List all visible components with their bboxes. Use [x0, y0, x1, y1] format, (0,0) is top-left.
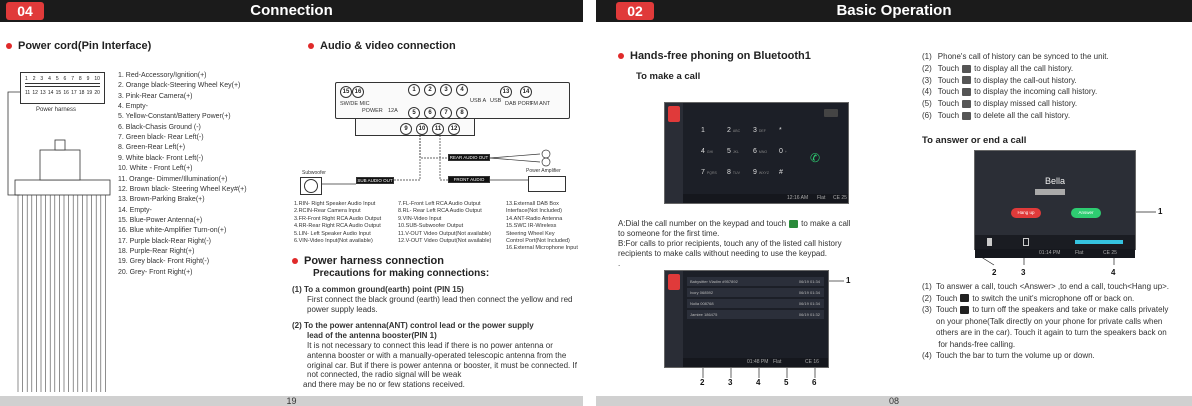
- call-date: 06/19 01:34: [798, 279, 820, 284]
- keypad-digit: 0: [779, 148, 783, 155]
- front-out-line: [440, 135, 448, 180]
- keypad-digit: 9: [753, 169, 757, 176]
- keypad-digit: 7: [701, 169, 705, 176]
- status-volume: CE 16: [805, 359, 819, 365]
- mic-label: SW/DE MIC: [340, 101, 370, 107]
- connector-number-bubble: 11: [432, 123, 444, 135]
- rear-audio-out-tag: REAR AUDIO OUT: [449, 155, 489, 160]
- power-pin-item: 18. Purple-Rear Right(+): [118, 247, 195, 255]
- bt-heading: Hands-free phoning on Bluetooth1: [618, 50, 811, 62]
- keypad-digit: 5: [727, 148, 731, 155]
- step-text: on your phone(Talk directly on your phone for private calls when: [936, 316, 1163, 326]
- answer-step: [922, 340, 1015, 350]
- history-item: [922, 76, 1077, 86]
- callout-number: 4: [756, 378, 761, 387]
- step-number: (4): [922, 351, 932, 360]
- instruction-a: A:Dial the call number on the keypad and touch to make a call: [618, 219, 851, 228]
- item-text: to display the call-out history.: [974, 75, 1077, 85]
- status-time: 01:14 PM: [1039, 250, 1061, 256]
- pin-number: 2: [32, 76, 36, 82]
- connector-number-bubble: 8: [456, 107, 468, 119]
- call-entry: Jamiee 186475: [690, 312, 718, 317]
- callout-1: 1: [846, 276, 851, 285]
- pin-number: 19: [86, 90, 93, 96]
- status-eq: Flat: [773, 359, 782, 365]
- keypad-letters: PQRS: [706, 171, 717, 175]
- callout-number: 3: [728, 378, 733, 387]
- history-filter-icon: [962, 112, 971, 120]
- stray-dot: .: [618, 259, 621, 268]
- front-audio-out-tag: FRONT AUDIO OUT: [448, 176, 490, 183]
- page-badge: 02: [616, 2, 654, 20]
- power-pin-item: 9. White black- Front Left(-): [118, 154, 204, 162]
- av-legend-item: 15.SWC IR-Wireless: [506, 223, 557, 230]
- call-date: 06/19 01:34: [798, 290, 820, 295]
- power-pin-item: 1. Red-Accessory/Ignition(+): [118, 72, 207, 79]
- pin-number: 10: [94, 76, 100, 82]
- power-pin-item: 8. Green-Rear Left(+): [118, 144, 186, 152]
- incoming-call-screen: [974, 150, 1136, 256]
- pin-number: 15: [55, 90, 62, 96]
- microphone-icon[interactable]: [987, 238, 992, 246]
- av-legend-item: 8.RL- Rear Left RCA Audio Output: [398, 208, 482, 215]
- left-page: [0, 0, 583, 406]
- item-number: (5): [922, 99, 932, 109]
- av-legend-item: 13.Externall DAB Box: [506, 201, 559, 207]
- step-text: To answer a call, touch <Answer> ,to end a call, touch<Hang up>.: [936, 282, 1170, 291]
- precaution-1-title: (1) To a common ground(earth) point (PIN 15): [292, 285, 464, 294]
- power-pin-item: 3. Pink-Rear Camera(+): [118, 92, 193, 100]
- pin-number: 8: [78, 76, 82, 82]
- av-legend-item: 1.RIN- Right Speaker Audio Input: [294, 201, 376, 207]
- power-pin-item: 14. Empty-: [118, 206, 152, 214]
- answer-step: [922, 282, 1169, 292]
- callout-number: 5: [784, 378, 789, 387]
- power-pin-item: 17. Purple black-Rear Right(-): [118, 237, 211, 245]
- call-entry: Babysitter Vladim #957892: [690, 279, 738, 284]
- right-page: [596, 0, 1192, 406]
- power-pin-item: 20. Grey- Front Right(+): [118, 268, 193, 276]
- callout-1: 1: [1158, 207, 1163, 216]
- pin-number: 5: [55, 76, 59, 82]
- power-pin-item: 7. Green black- Rear Left(-): [118, 134, 204, 142]
- power-pin-item: 15. Blue-Power Antenna(+): [118, 216, 203, 224]
- dial-call-icon[interactable]: ✆: [809, 151, 820, 165]
- caller-name: Bella: [1044, 176, 1065, 186]
- precautions-heading: Precautions for making connections:: [313, 268, 490, 279]
- instruction-a-cont: to someone for the first time.: [618, 229, 720, 238]
- keypad-digit: #: [779, 169, 783, 176]
- item-touch: Touch: [937, 111, 960, 120]
- av-legend-item: 5.LIN- Left Speaker Audio Input: [294, 230, 371, 237]
- history-item: [922, 99, 1077, 109]
- pin-number: 17: [71, 90, 77, 96]
- power-pin-item: 5. Yellow-Constant/Battery Power(+): [118, 113, 231, 121]
- connector-number-bubble: 1: [408, 84, 420, 96]
- step-text: for hands-free calling.: [936, 339, 1016, 349]
- keypad-letters: WXYZ: [758, 171, 770, 175]
- connector-number-bubble: 5: [408, 107, 420, 119]
- subwoofer-label: Subwoofer: [302, 170, 326, 176]
- item-text: to display the incoming call history.: [974, 87, 1098, 97]
- rca-plug-icon: [542, 158, 550, 166]
- sub-audio-out-tag: SUB AUDIO OUT: [357, 178, 393, 183]
- step-text: to turn off the speakers and take or make calls privately: [972, 305, 1169, 314]
- history-filter-icon: [962, 100, 971, 108]
- keypad-digit: *: [779, 127, 782, 134]
- hang-up-button[interactable]: Hang up: [1011, 208, 1041, 218]
- make-call-heading: To make a call: [636, 71, 701, 82]
- status-eq: Flat: [817, 195, 826, 201]
- keypad-letters: DEF: [758, 129, 766, 133]
- av-legend-item: Steering Wheel Key: [506, 230, 555, 237]
- av-legend-item: 16.External Microphone Input: [506, 245, 578, 252]
- keypad-letters: TUV: [732, 171, 740, 175]
- status-time: 12:16 AM: [787, 195, 809, 201]
- rear-rca-wire: [490, 154, 540, 158]
- call-entry: Ivory 068592: [690, 290, 714, 295]
- callout-4: 4: [1111, 268, 1116, 277]
- power-pin-item: 11. Orange- Dimmer/Illumination(+): [118, 175, 228, 183]
- precaution-2-body: It is not necessary to connect this lead if there is no power antenna or antenna booster or with a manually-operated telescopic antenna from the original car. But if there is power antenna or booster, it must be connected. If not connected, the radio signal will be weak: [307, 341, 577, 380]
- pin-number: 11: [25, 90, 31, 96]
- power-pin-item: 6. Black-Chasis Ground (-): [118, 123, 201, 131]
- connector-number-bubble: 2: [424, 84, 436, 96]
- keypad-letters: JKL: [732, 150, 739, 154]
- connector-number-bubble: 15: [340, 86, 352, 98]
- power-pin-item: 13. Brown-Parking Brake(+): [118, 196, 205, 204]
- pin-number: 13: [40, 90, 46, 96]
- answer-step: [922, 294, 1134, 304]
- av-legend-item: 9.VIN-Video Input: [398, 215, 442, 222]
- private-phone-icon[interactable]: [1023, 238, 1029, 246]
- fm-ant-label: FM ANT: [530, 101, 551, 107]
- step-number: (3): [922, 305, 932, 314]
- usb-label: USB: [490, 98, 502, 104]
- keypad-digit: 4: [701, 148, 705, 155]
- power-label: POWER: [362, 108, 383, 114]
- av-heading: Audio & video connection: [308, 40, 456, 52]
- keypad-letters: ABC: [732, 129, 741, 133]
- av-legend-item: 11.V-OUT Video Output(Not available): [398, 230, 491, 237]
- history-item: [922, 87, 1097, 97]
- connector-number-bubble: 3: [440, 84, 452, 96]
- pin-number: 7: [71, 76, 74, 82]
- control-icon: [960, 294, 969, 302]
- status-volume: CE 25: [1103, 250, 1117, 256]
- status-eq: Flat: [1075, 250, 1084, 256]
- item-touch: Touch: [937, 75, 960, 85]
- connector-number-bubble: 7: [440, 107, 452, 119]
- step-text: Touch the bar to turn the volume up or down.: [936, 351, 1095, 360]
- av-legend-item: 6.VIN-Video Input(Not available): [294, 238, 373, 244]
- history-filter-icon: [962, 65, 971, 73]
- av-legend-item: 10.SUB-Subwoofer Output: [398, 223, 464, 230]
- item-touch: Touch: [937, 87, 960, 97]
- 12a-label: 12A: [388, 108, 398, 114]
- item-number: (1): [922, 52, 932, 61]
- av-legend-item: 2.RCIN-Rear Camera Input: [294, 208, 361, 215]
- power-pin-item: 16. Blue white-Amplifier Turn-on(+): [118, 227, 227, 235]
- answer-step: [922, 305, 1168, 315]
- keypad-digit: 1: [701, 127, 705, 134]
- call-date: 06/19 01:32: [798, 312, 820, 317]
- power-pin-item: 19. Grey black- Front Right(-): [118, 258, 210, 266]
- pin-number: 3: [40, 76, 44, 82]
- footer-page-number: 19: [0, 396, 583, 406]
- av-legend-item: 4.RR-Rear Right RCA Audio Output: [294, 223, 381, 230]
- sub-out-line: [394, 135, 420, 180]
- item-number: (2): [922, 63, 932, 73]
- power-pin-item: 10. White - Front Left(+): [118, 165, 193, 173]
- connector-number-bubble: 13: [500, 86, 512, 98]
- power-pin-item: 12. Brown black- Steering Wheel Key#(+): [118, 185, 247, 193]
- av-legend-item: Interface(Not Included): [506, 208, 562, 215]
- history-filter-icon: [962, 76, 971, 84]
- pin-number: 12: [32, 90, 38, 96]
- status-time: 01:48 PM: [747, 359, 769, 365]
- precaution-2-tail: and there may be no or few stations received.: [303, 380, 465, 389]
- step-number: (2): [922, 293, 932, 303]
- rear-rca-wire: [490, 158, 540, 162]
- av-legend-item: 14.ANT-Radio Antenna: [506, 215, 563, 222]
- page-badge: 04: [6, 2, 44, 20]
- rear-out-line: [420, 135, 448, 158]
- history-item: [922, 111, 1070, 121]
- caller-number-bar: [1035, 189, 1065, 195]
- connector-number-bubble: 12: [448, 123, 460, 135]
- call-date: 06/19 01:34: [798, 301, 820, 306]
- connector-number-bubble: 4: [456, 84, 468, 96]
- keypad-letters: +: [784, 150, 787, 154]
- connector-number-bubble: 6: [424, 107, 436, 119]
- step-touch: Touch: [936, 293, 958, 303]
- step-number: (1): [922, 282, 932, 291]
- pin-number: 4: [48, 76, 51, 82]
- step-text: to switch the unit's microphone off or back on.: [972, 293, 1135, 303]
- connector-number-bubble: 10: [416, 123, 428, 135]
- page-title: Basic Operation: [836, 2, 952, 19]
- pin-number: 9: [86, 76, 90, 82]
- instruction-b-cont: recipients to make calls without needing to use the keypad.: [618, 249, 828, 258]
- history-filter-icon: [962, 88, 971, 96]
- pin-number: 18: [78, 90, 85, 96]
- av-legend-item: 7.FL-Front Left RCA Audio Output: [398, 201, 481, 207]
- callout-number: 6: [812, 378, 817, 387]
- item-touch: Touch: [937, 63, 960, 73]
- keypad-letters: GHI: [706, 150, 714, 154]
- callout-number: 2: [700, 378, 705, 387]
- keypad-digit: 3: [753, 127, 757, 134]
- item-number: (4): [922, 87, 932, 97]
- history-item: [922, 64, 1073, 74]
- power-cord-heading: Power cord(Pin Interface): [6, 40, 151, 52]
- status-volume: CE 25: [833, 195, 847, 201]
- item-number: (6): [922, 111, 932, 120]
- call-controls-bar: [975, 235, 1135, 249]
- history-item: [922, 52, 1109, 62]
- pin-number: 14: [47, 90, 54, 96]
- answer-heading: To answer or end a call: [922, 135, 1027, 146]
- power-amp-label: Power Amplifier: [526, 168, 561, 174]
- status-bar: [975, 249, 1135, 258]
- footer-page-number: 08: [596, 396, 1192, 406]
- step-touch: Touch: [936, 305, 958, 314]
- item-number: (3): [922, 75, 932, 85]
- precaution-2-title-cont: lead of the antenna booster(PIN 1): [307, 331, 437, 340]
- precaution-1-body: First connect the black ground (earth) lead then connect the yellow and red power supply leads.: [307, 295, 573, 314]
- av-legend-item: Control Port(Not Included): [506, 238, 570, 244]
- connector-number-bubble: 16: [352, 86, 364, 98]
- av-legend-item: 3.FR-Front Right RCA Audio Output: [294, 215, 382, 222]
- step-text: others are in the car). Touch it again to turn the speakers back on: [936, 328, 1167, 337]
- answer-button[interactable]: Answer: [1071, 208, 1101, 218]
- rca-plug-icon: [542, 150, 550, 158]
- keypad-digit: 2: [727, 127, 731, 134]
- item-text: to delete all the call history.: [974, 111, 1071, 120]
- item-touch: Touch: [937, 99, 960, 109]
- power-pin-item: 4. Empty-: [118, 103, 148, 111]
- item-text: to display missed call history.: [974, 99, 1078, 109]
- call-entry: Nolia 008768: [690, 301, 714, 306]
- connector-number-bubble: 14: [520, 86, 532, 98]
- keypad-digit: 8: [727, 169, 731, 176]
- item-text: Phone's call of history can be synced to the unit.: [937, 52, 1109, 61]
- bullet-dot-icon: [292, 258, 298, 264]
- connector-number-bubble: 9: [400, 123, 412, 135]
- harness-label: Power harness: [36, 107, 77, 113]
- usb-a-label: USB A: [470, 98, 487, 104]
- page-gutter: [583, 0, 596, 406]
- item-text: to display all the call history.: [974, 63, 1074, 73]
- keypad-letters: MNO: [758, 150, 768, 154]
- keypad-digit: 6: [753, 148, 757, 155]
- page-title: Connection: [250, 2, 333, 19]
- volume-bar[interactable]: [1075, 240, 1123, 244]
- callout-2: 2: [992, 268, 997, 277]
- harness-connection-heading: Power harness connection: [292, 255, 444, 267]
- precaution-2-title: (2) To the power antenna(ANT) control lead or the power supply: [292, 321, 534, 330]
- power-pin-item: 2. Orange black-Steering Wheel Key(+): [118, 82, 241, 90]
- pin-number: 20: [94, 90, 100, 96]
- answer-step: [922, 317, 1162, 327]
- pin-number: 16: [63, 90, 69, 96]
- pin-number: 6: [63, 76, 67, 82]
- callout-3: 3: [1021, 268, 1026, 277]
- av-legend-item: 12.V-OUT Video Output(Not available): [398, 238, 492, 244]
- instruction-b: B:For calls to prior recipients, touch any of the listed call history: [618, 239, 842, 248]
- dab-port-label: DAB PORT: [505, 101, 534, 107]
- answer-step: [922, 351, 1095, 361]
- answer-step: [922, 328, 1167, 338]
- control-icon: [960, 306, 969, 314]
- pin-number: 1: [25, 76, 28, 82]
